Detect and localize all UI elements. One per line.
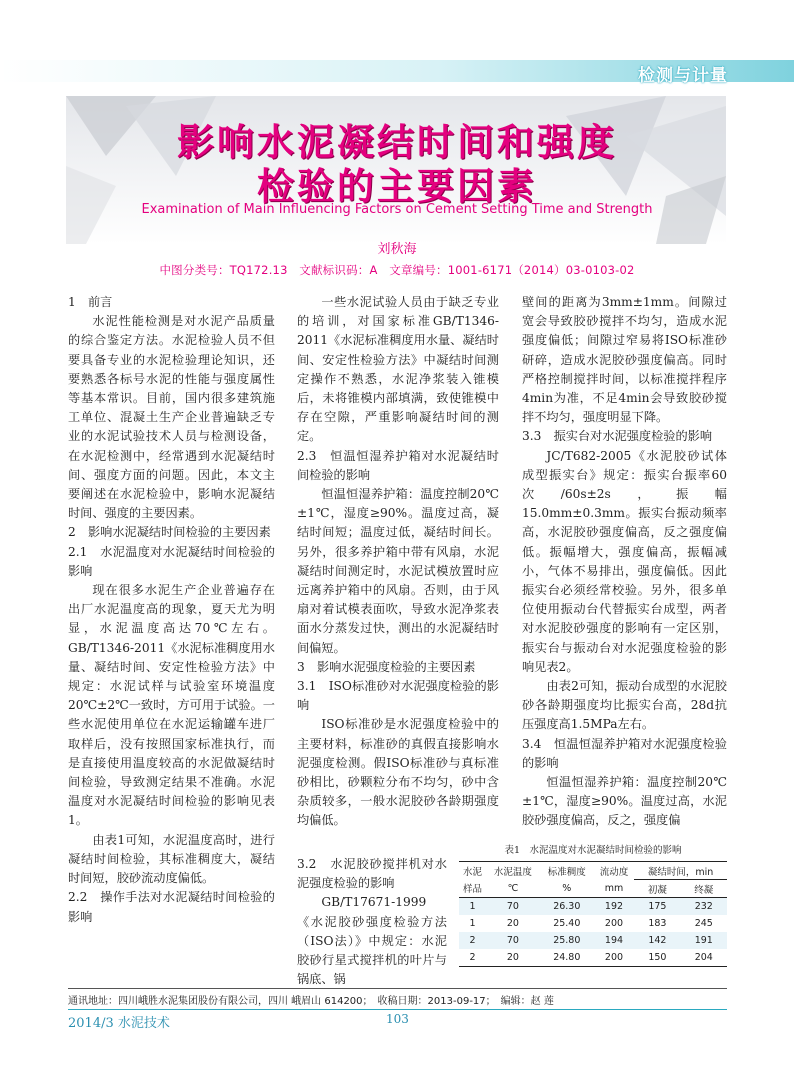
column-1 bbox=[68, 293, 275, 927]
table-cell: 26.30 bbox=[553, 901, 581, 912]
paragraph: 恒温恒湿养护箱：温度控制20℃±1℃，湿度≥90%。温度过高，水泥胶砂强度偏高，反之，强度偏 bbox=[522, 775, 727, 828]
heading-2-1: 2.1 水泥温度对水泥凝结时间检验的影响 bbox=[68, 544, 275, 578]
table-cell: 192 bbox=[604, 901, 624, 912]
table-1 bbox=[459, 844, 727, 967]
table-cell: 24.80 bbox=[540, 949, 594, 967]
table-cell: 194 bbox=[604, 935, 624, 946]
author: 刘秋海 bbox=[377, 242, 417, 257]
footer-rule bbox=[68, 1009, 727, 1010]
table-cell: 200 bbox=[604, 918, 624, 929]
table-row bbox=[459, 932, 727, 949]
footnote: 通讯地址：四川峨胜水泥集团股份有限公司，四川 峨眉山 614200； 收稿日期：2013-09-17； 编辑：赵 莲 bbox=[68, 996, 554, 1007]
paragraph: 由表1可知，水泥温度高时，进行凝结时间检验，其标准稠度大，凝结时间短，胶砂流动度偏低。 bbox=[68, 832, 275, 886]
heading-3-3: 3.3 振实台对水泥强度检验的影响 bbox=[522, 429, 713, 444]
col-header-temp: 水泥温度 bbox=[486, 862, 540, 880]
heading-3-1: 3.1 ISO标准砂对水泥强度检验的影响 bbox=[297, 679, 499, 713]
table-cell: 1 bbox=[469, 918, 476, 929]
col-header-setting-time: 凝结时间，min bbox=[634, 862, 727, 880]
page-number: 103 bbox=[386, 1012, 409, 1026]
paragraph: GB/T17671-1999《水泥胶砂强度检验方法（ISO法）》中规定：水泥胶砂行星式搅拌机的叶片与锅底、锅 bbox=[297, 895, 447, 987]
table-cell: 2 bbox=[459, 949, 486, 967]
heading-2-2: 2.2 操作手法对水泥凝结时间检验的影响 bbox=[68, 890, 275, 924]
col-header-temp-unit: ℃ bbox=[486, 880, 540, 898]
col-header-consistency-unit: % bbox=[540, 880, 594, 898]
table-row bbox=[459, 949, 727, 967]
heading-2: 2 影响水泥凝结时间检验的主要因素 bbox=[68, 525, 271, 540]
col-header-final-set: 终凝 bbox=[681, 880, 727, 898]
table-cell: 2 bbox=[469, 935, 476, 946]
column-2-bottom bbox=[297, 855, 447, 989]
table-cell: 25.80 bbox=[553, 935, 581, 946]
table-row bbox=[459, 915, 727, 932]
table-cell: 232 bbox=[694, 901, 713, 912]
table-header-row bbox=[459, 862, 727, 880]
table-cell: 70 bbox=[506, 935, 519, 946]
column-3 bbox=[522, 293, 727, 831]
heading-2-3: 2.3 恒温恒湿养护箱对水泥凝结时间检验的影响 bbox=[297, 448, 499, 482]
table-cell: 183 bbox=[648, 918, 667, 929]
col-header-sample-2: 样品 bbox=[459, 880, 486, 898]
table-cell: 142 bbox=[648, 935, 667, 946]
section-tag: 检测与计量 bbox=[638, 66, 728, 86]
english-title: Examination of Main Influencing Factors on Cement Setting Time and Strength bbox=[141, 202, 653, 217]
table-cell: 204 bbox=[681, 949, 727, 967]
table-cell: 70 bbox=[506, 901, 519, 912]
col-header-flow-unit: mm bbox=[594, 880, 634, 898]
table-cell: 20 bbox=[486, 949, 540, 967]
heading-3-4: 3.4 恒温恒湿养护箱对水泥强度检验的影响 bbox=[522, 736, 727, 770]
table-cell: 1 bbox=[469, 901, 476, 912]
paragraph: 水泥性能检测是对水泥产品质量的综合鉴定方法。水泥检验人员不但要具备专业的水泥检验理论知识，还要熟悉各标号水泥的性能与强度属性等基本常识。目前，国内很多建筑施工单位、混凝土生产企业普遍缺乏专业的水泥试验技术人员与检测设备，在水泥检测中，经常遇到水泥凝结时间、强度方面的问题。因此，本文主要阐述在水泥检验中，影响水泥凝结时间、强度的主要因素。 bbox=[68, 314, 275, 521]
footnote-rule bbox=[68, 988, 727, 989]
paragraph: 恒温恒湿养护箱：温度控制20℃±1℃，湿度≥90%。温度过高，凝结时间短；温度过低，凝结时间长。另外，很多养护箱中带有风扇，水泥凝结时间测定时，水泥试模放置时应远离养护箱中的风扇。否则，由于风扇对着试模表面吹，导致水泥净浆表面水分蒸发过快，测出的水泥凝结时间偏短。 bbox=[297, 487, 499, 655]
table-header-row bbox=[459, 880, 727, 898]
col-header-initial-set: 初凝 bbox=[634, 880, 680, 898]
col-header-sample: 水泥 bbox=[459, 862, 486, 880]
table-cell: 245 bbox=[694, 918, 713, 929]
heading-3-2: 3.2 水泥胶砂搅拌机对水泥强度检验的影响 bbox=[297, 857, 447, 891]
table-cell: 200 bbox=[594, 949, 634, 967]
paragraph: 由表2可知，振动台成型的水泥胶砂各龄期强度均比振实台高，28d抗压强度高1.5MPa左右。 bbox=[522, 679, 727, 732]
table-cell: 191 bbox=[694, 935, 713, 946]
paragraph: ISO标准砂是水泥强度检验中的主要材料，标准砂的真假直接影响水泥强度检测。假ISO标准砂与真标准砂相比，砂颗粒分布不均匀，砂中含杂质较多，一般水泥胶砂各龄期强度均偏低。 bbox=[297, 717, 499, 828]
heading-1: 1 前言 bbox=[68, 295, 113, 309]
title-line-1: 影响水泥凝结时间和强度 bbox=[177, 121, 617, 164]
classification-line: 中图分类号：TQ172.13 文献标识码：A 文章编号：1001-6171（2014）03-0103-02 bbox=[159, 263, 635, 277]
col-header-consistency: 标准稠度 bbox=[540, 862, 594, 880]
paragraph: 现在很多水泥生产企业普遍存在出厂水泥温度高的现象，夏天尤为明显，水泥温度高达70℃左右。GB/T1346-2011《水泥标准稠度用水量、凝结时间、安定性检验方法》中规定：水泥试样与试验室环境温度20℃±2℃一致时，方可用于试验。一些水泥使用单位在水泥运输罐车进厂取样后，没有按照国家标准执行，而是直接使用温度较高的水泥做凝结时间检验，导致测定结果不准确。水泥温度对水泥凝结时间检验的影响见表1。 bbox=[68, 583, 275, 828]
paragraph: 壁间的距离为3mm±1mm。间隙过宽会导致胶砂搅拌不均匀，造成水泥强度偏低；间隙过窄易将ISO标准砂研碎，造成水泥胶砂强度偏高。同时严格控制搅拌时间，以标准搅拌程序4min为准，不足4min会导致胶砂搅拌不均匀，强度明显下降。 bbox=[522, 295, 727, 425]
col-header-flow: 流动度 bbox=[594, 862, 634, 880]
data-table bbox=[459, 861, 727, 967]
table-cell: 20 bbox=[506, 918, 519, 929]
paragraph: 一些水泥试验人员由于缺乏专业的培训，对国家标准GB/T1346-2011《水泥标准稠度用水量、凝结时间、安定性检验方法》中凝结时间测定操作不熟悉，水泥净浆装入锥模后，未将锥模内部填满，致使锥模中存在空隙，严重影响凝结时间的测定。 bbox=[297, 295, 499, 444]
journal-name: 2014/3 水泥技术 bbox=[68, 1016, 170, 1031]
table-caption: 表1 水泥温度对水泥凝结时间检验的影响 bbox=[504, 845, 682, 856]
table-cell: 150 bbox=[634, 949, 680, 967]
heading-3: 3 影响水泥强度检验的主要因素 bbox=[297, 659, 476, 674]
title-line-2: 检验的主要因素 bbox=[257, 165, 537, 208]
table-row bbox=[459, 898, 727, 916]
table-cell: 25.40 bbox=[553, 918, 581, 929]
paragraph: JC/T682-2005《水泥胶砂试体成型振实台》规定：振实台振率60次/60s±2s，振幅15.0mm±0.3mm。振实台振动频率高，水泥胶砂强度偏高，反之强度偏低。振幅增大，强度偏高，振幅减小，气体不易排出，强度偏低。因此振实台必须经常校验。另外，很多单位使用振动台代替振实台成型，两者对水泥胶砂强度的影响有一定区别，振实台与振动台对水泥强度检验的影响见表2。 bbox=[522, 448, 727, 674]
table-cell: 175 bbox=[648, 901, 667, 912]
